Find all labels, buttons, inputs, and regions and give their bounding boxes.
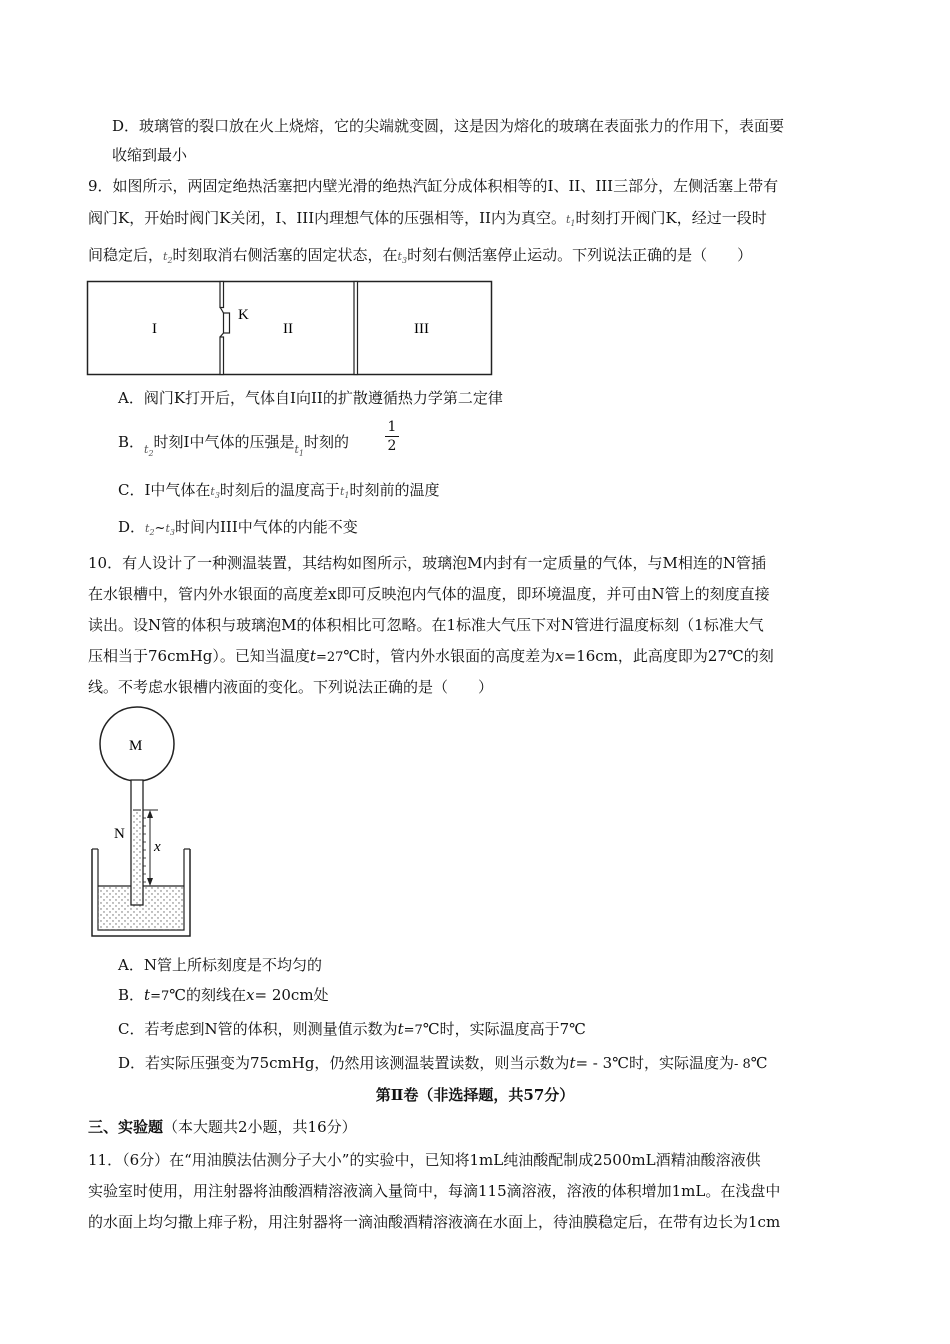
q9-option-d xyxy=(118,517,358,543)
q10-t-symbol: t xyxy=(309,647,316,665)
q9-d-t3: $t_3$ xyxy=(165,522,175,537)
q10-stem-text4c: cm，此高度即为27℃的刻 xyxy=(595,647,774,665)
q10-apparatus-figure xyxy=(84,706,196,942)
label-K: K xyxy=(238,307,249,323)
valve-k xyxy=(224,313,230,333)
q9-c-t3: $t_3$ xyxy=(210,485,220,500)
q9-stem-text3: 时刻打开阀门K，经过一段时 xyxy=(575,209,767,227)
q10-stem-text1: 有人设计了一种测温装置，其结构如图所示，玻璃泡M内封有一定质量的气体，与M相连的N管插 xyxy=(122,554,766,572)
q11-stem-text1: （6分）在“用油膜法估测分子大小”的实验中，已知将1mL纯油酸配制成2500mL酒精油酸溶液供 xyxy=(122,1151,761,1169)
q9-option-d-text: 时间内III中气体的内能不变 xyxy=(174,518,358,536)
q10-eq16: =16 xyxy=(563,647,596,665)
q10-stem-line2: 在水银槽中，管内外水银面的高度差x即可反映泡内气体的温度，即环境温度，并可由N管上的刻度直接 xyxy=(88,585,770,603)
fraction-numerator: 1 xyxy=(387,419,397,435)
q10-option-d xyxy=(118,1053,768,1075)
q9-option-d-label: D． xyxy=(118,518,146,536)
q9-stem-line3 xyxy=(88,245,752,271)
q9-b-t2: t2 xyxy=(144,443,154,458)
label-x: x xyxy=(154,839,161,855)
q10-d-val: - 8 xyxy=(733,1057,751,1072)
q10-c-t: t xyxy=(397,1020,404,1038)
q10-option-d-text3: ℃ xyxy=(750,1054,768,1072)
q10-d-t: t xyxy=(569,1054,576,1072)
q9-d-t2: $t_2$ xyxy=(145,522,155,537)
q10-stem-line3: 读出。设N管的体积与玻璃泡M的体积相比可忽略。在1标准大气压下对N管进行温度标刻（1标准大气 xyxy=(88,616,764,634)
q9-stem-text2: 阀门K，开始时阀门K关闭，I、III内理想气体的压强相等，II内为真空。 xyxy=(88,209,566,227)
mercury-column xyxy=(133,810,141,905)
q10-stem-text4b: ℃时，管内外水银面的高度差为 xyxy=(343,647,556,665)
q9-number: 9． xyxy=(88,177,113,195)
q10-option-c xyxy=(118,1019,586,1041)
q9-c-t1: $t_1$ xyxy=(339,485,350,500)
q9-stem-line1 xyxy=(88,176,778,196)
q10-option-b-text2: cm处 xyxy=(290,986,329,1004)
q10-option-b-text1: ℃的刻线在 xyxy=(169,986,247,1004)
q10-option-c-text2: ℃时，实际温度高于7℃ xyxy=(422,1020,586,1038)
q9-stem-line2 xyxy=(88,208,767,234)
q9-stem-text6: 时刻右侧活塞停止运动。下列说法正确的是（ ） xyxy=(407,246,753,264)
part-3-subtitle: （本大题共2小题，共16分） xyxy=(163,1118,357,1136)
label-II: II xyxy=(283,321,293,337)
q10-option-a: A．N管上所标刻度是不均匀的 xyxy=(118,956,322,974)
q9-option-c-text1: C．I中气体在 xyxy=(118,481,211,499)
q11-stem-line3: 的水面上均匀撒上痱子粉，用注射器将一滴油酸酒精溶液滴在水面上，待油膜稳定后，在带有边长为1cm xyxy=(88,1213,781,1231)
q10-d-eq: = - 3 xyxy=(575,1054,613,1072)
left-piston-lower xyxy=(220,337,224,375)
q9-option-c-text2: 时刻后的温度高于 xyxy=(219,481,340,499)
q10-stem-line1 xyxy=(88,553,766,573)
q9-stem-text1: 如图所示，两固定绝热活塞把内壁光滑的绝热汽缸分成体积相等的I、II、III三部分，左侧活塞上带有 xyxy=(112,177,779,195)
right-piston xyxy=(354,282,358,375)
q10-stem-text4a: 压相当于76cmHg）。已知当温度 xyxy=(88,647,310,665)
q9-option-a: A．阀门K打开后，气体自I向II的扩散遵循热力学第二定律 xyxy=(118,389,503,407)
q9-option-b-text2: 时刻的 xyxy=(304,433,350,451)
q10-b-x: x xyxy=(246,986,255,1004)
q9-option-c xyxy=(118,480,439,506)
q8-option-d-label: D． xyxy=(112,117,140,135)
q10-option-b xyxy=(118,985,329,1007)
section-2-title: 第Ⅱ卷（非选择题，共57分） xyxy=(375,1086,575,1104)
q8-option-d-text: 玻璃管的裂口放在火上烧熔，它的尖端就变圆，这是因为熔化的玻璃在表面张力的作用下，表面要 xyxy=(139,117,785,135)
label-III: III xyxy=(414,321,429,337)
q9-b-t1: t1 xyxy=(294,443,304,458)
q8-option-d-line2: 收缩到最小 xyxy=(112,146,188,164)
label-I: I xyxy=(152,321,157,337)
q9-t2-symbol: $t_2$ xyxy=(163,250,173,265)
q9-option-b-label: B． xyxy=(118,433,145,451)
q9-d-tilde: ~ xyxy=(154,521,166,536)
q10-b-t: t xyxy=(144,986,151,1004)
q9-cylinder-figure xyxy=(86,280,494,378)
left-piston-upper xyxy=(220,282,224,308)
q10-number: 10． xyxy=(88,554,123,572)
q11-stem-line2: 实验室时使用，用注射器将油酸酒精溶液滴入量筒中，每滴115滴溶液，溶液的体积增加1mL。在浅盘中 xyxy=(88,1182,781,1200)
q10-stem-line5: 线。不考虑水银槽内液面的变化。下列说法正确的是（ ） xyxy=(88,678,494,696)
q9-t3-symbol: $t_3$ xyxy=(397,250,408,265)
q9-option-b xyxy=(118,432,349,458)
q10-option-d-text1: D．若实际压强变为75cmHg，仍然用该测温装置读数，则当示数为 xyxy=(118,1054,570,1072)
q10-option-b-label: B． xyxy=(118,986,145,1004)
q9-stem-text5: 时刻取消右侧活塞的固定状态，在 xyxy=(172,246,398,264)
q10-stem-line4 xyxy=(88,646,774,668)
fraction-denominator: 2 xyxy=(385,436,399,455)
q8-option-d xyxy=(112,116,784,136)
q10-eq27: =27 xyxy=(315,650,344,665)
q10-option-d-text2: ℃时，实际温度为 xyxy=(612,1054,734,1072)
q10-c-eq: =7 xyxy=(403,1023,423,1038)
q9-t1-symbol: $t_1$ xyxy=(565,213,576,228)
part-3-title: 三、实验题 xyxy=(88,1118,164,1136)
q11-number: 11． xyxy=(88,1151,123,1169)
q9-option-c-text3: 时刻前的温度 xyxy=(349,481,440,499)
label-n: N xyxy=(114,826,125,842)
label-m: M xyxy=(129,738,143,754)
q10-b-eq: =7 xyxy=(150,989,170,1004)
q10-x-symbol: x xyxy=(555,647,564,665)
q10-b-eq2: = 20 xyxy=(254,986,291,1004)
q11-stem-line1 xyxy=(88,1150,761,1170)
q9-b-fraction xyxy=(385,418,399,455)
q9-option-b-text1: 时刻I中气体的压强是 xyxy=(153,433,295,451)
q10-option-c-text1: C．若考虑到N管的体积，则测量值示数为 xyxy=(118,1020,398,1038)
part-3-heading xyxy=(88,1117,357,1137)
q9-stem-text4: 间稳定后， xyxy=(88,246,164,264)
